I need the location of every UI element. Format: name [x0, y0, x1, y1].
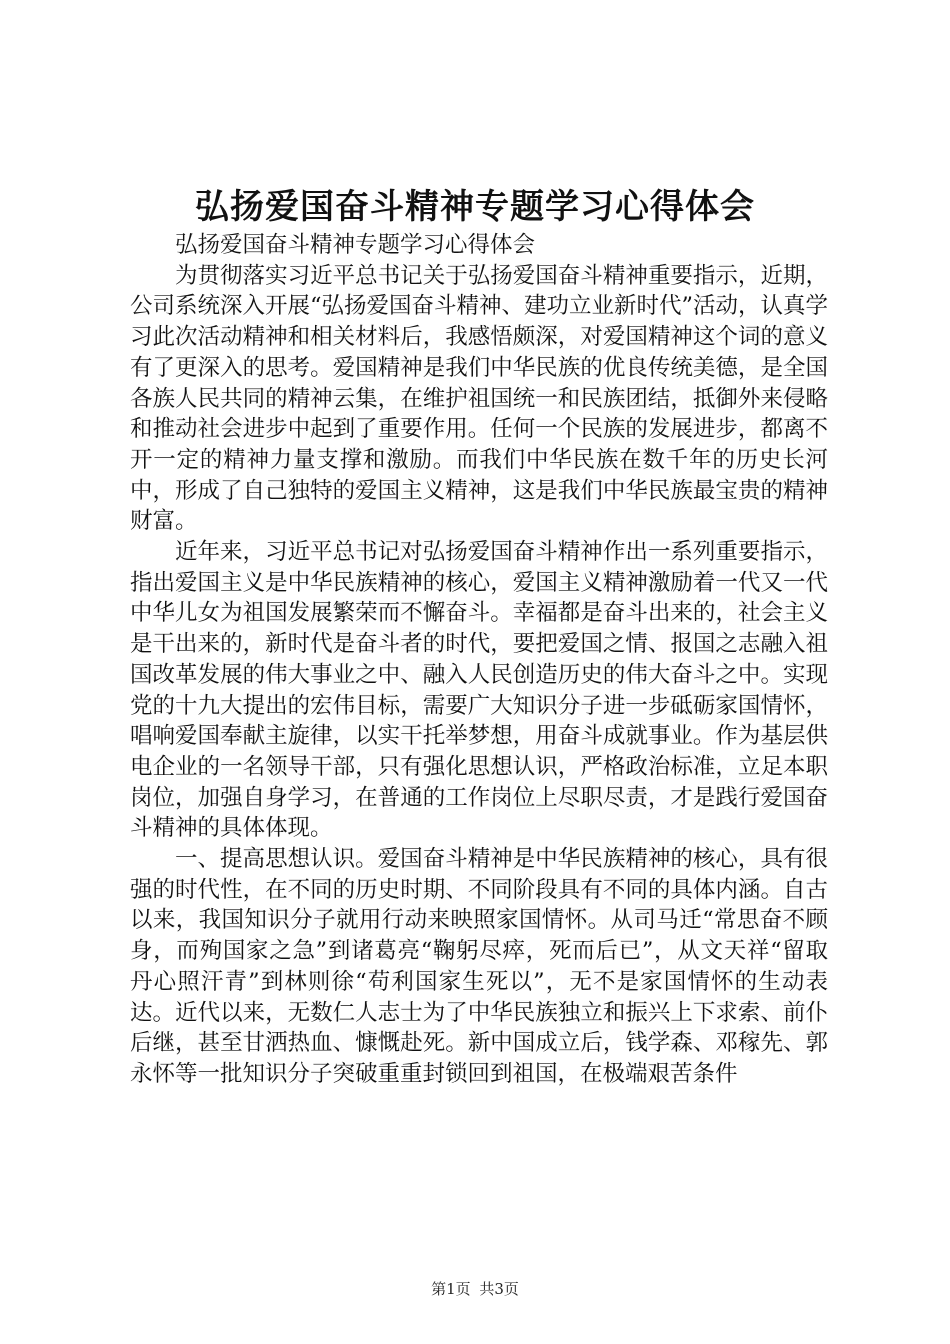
document-body: [130, 230, 828, 1090]
body-paragraph-1: 为贯彻落实习近平总书记关于弘扬爱国奋斗精神重要指示，近期，公司系统深入开展“弘扬爱国奋斗精神、建功立业新时代”活动，认真学习此次活动精神和相关材料后，我感悟颇深，对爱国精神这个词的意义有了更深入的思考。爱国精神是我们中华民族的优良传统美德，是全国各族人民共同的精神云集，在维护祖国统一和民族团结，抵御外来侵略和推动社会进步中起到了重要作用。任何一个民族的发展进步，都离不开一定的精神力量支撑和激励。而我们中华民族在数千年的历史长河中，形成了自己独特的爱国主义精神，这是我们中华民族最宝贵的精神财富。: [130, 262, 829, 535]
page-number: 第1页: [431, 1280, 471, 1298]
document-title: 弘扬爱国奋斗精神专题学习心得体会: [195, 187, 755, 227]
page-footer: [0, 1278, 950, 1300]
body-paragraph-2: 近年来，习近平总书记对弘扬爱国奋斗精神作出一系列重要指示，指出爱国主义是中华民族精神的核心，爱国主义精神激励着一代又一代中华儿女为祖国发展繁荣而不懈奋斗。幸福都是奋斗出来的，社会主义是干出来的，新时代是奋斗者的时代，要把爱国之情、报国之志融入祖国改革发展的伟大事业之中、融入人民创造历史的伟大奋斗之中。实现党的十九大提出的宏伟目标，需要广大知识分子进一步砥砺家国情怀，唱响爱国奉献主旋律，以实干托举梦想，用奋斗成就事业。作为基层供电企业的一名领导干部，只有强化思想认识，严格政治标准，立足本职岗位，加强自身学习，在普通的工作岗位上尽职尽责，才是践行爱国奋斗精神的具体体现。: [130, 539, 828, 842]
subtitle-paragraph: 弘扬爱国奋斗精神专题学习心得体会: [175, 232, 536, 258]
page-total: 共3页: [479, 1280, 519, 1298]
body-paragraph-3: 一、提高思想认识。爱国奋斗精神是中华民族精神的核心，具有很强的时代性，在不同的历史时期、不同阶段具有不同的具体内涵。自古以来，我国知识分子就用行动来映照家国情怀。从司马迁“常思奋不顾身，而殉国家之急”到诸葛亮“鞠躬尽瘁，死而后已”，从文天祥“留取丹心照汗青”到林则徐“苟利国家生死以”，无不是家国情怀的生动表达。近代以来，无数仁人志士为了中华民族独立和振兴上下求索、前仆后继，甚至甘洒热血、慷慨赴死。新中国成立后，钱学森、邓稼先、郭永怀等一批知识分子突破重重封锁回到祖国，在极端艰苦条件: [130, 846, 828, 1087]
